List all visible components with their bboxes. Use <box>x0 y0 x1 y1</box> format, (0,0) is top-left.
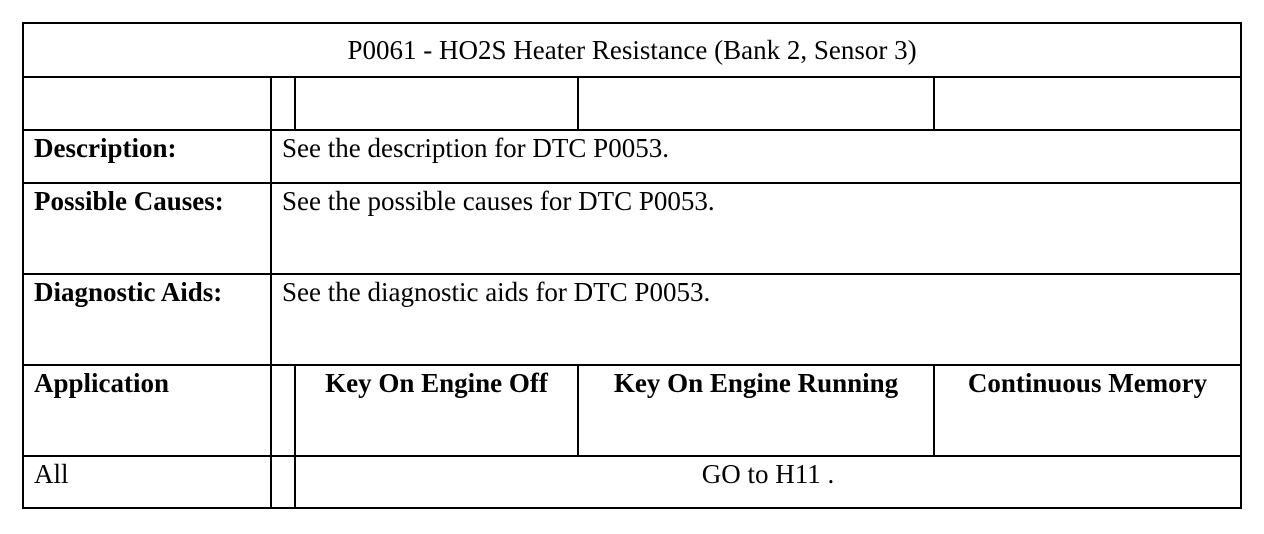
spacer-cell <box>271 365 295 456</box>
header-koer: Key On Engine Running <box>578 365 934 456</box>
header-koeo: Key On Engine Off <box>295 365 578 456</box>
spacer-cell <box>271 456 295 508</box>
possible-causes-value: See the possible causes for DTC P0053. <box>271 183 1241 274</box>
dtc-table <box>22 22 1242 509</box>
application-all-label: All <box>23 456 271 508</box>
diagnostic-aids-value: See the diagnostic aids for DTC P0053. <box>271 274 1241 365</box>
empty-cell <box>271 77 295 130</box>
header-continuous-memory: Continuous Memory <box>934 365 1241 456</box>
application-label: Application <box>23 365 271 456</box>
empty-row <box>23 77 1241 130</box>
diagnostic-aids-label: Diagnostic Aids: <box>23 274 271 365</box>
empty-cell <box>578 77 934 130</box>
description-value: See the description for DTC P0053. <box>271 130 1241 183</box>
possible-causes-label: Possible Causes: <box>23 183 271 274</box>
empty-cell <box>23 77 271 130</box>
empty-cell <box>934 77 1241 130</box>
description-row <box>23 130 1241 183</box>
description-label: Description: <box>23 130 271 183</box>
go-to-action: GO to H11 . <box>295 456 1241 508</box>
diagnostic-aids-row <box>23 274 1241 365</box>
application-all-row <box>23 456 1241 508</box>
possible-causes-row <box>23 183 1241 274</box>
application-header-row <box>23 365 1241 456</box>
empty-cell <box>295 77 578 130</box>
table-title: P0061 - HO2S Heater Resistance (Bank 2, Sensor 3) <box>23 23 1241 77</box>
